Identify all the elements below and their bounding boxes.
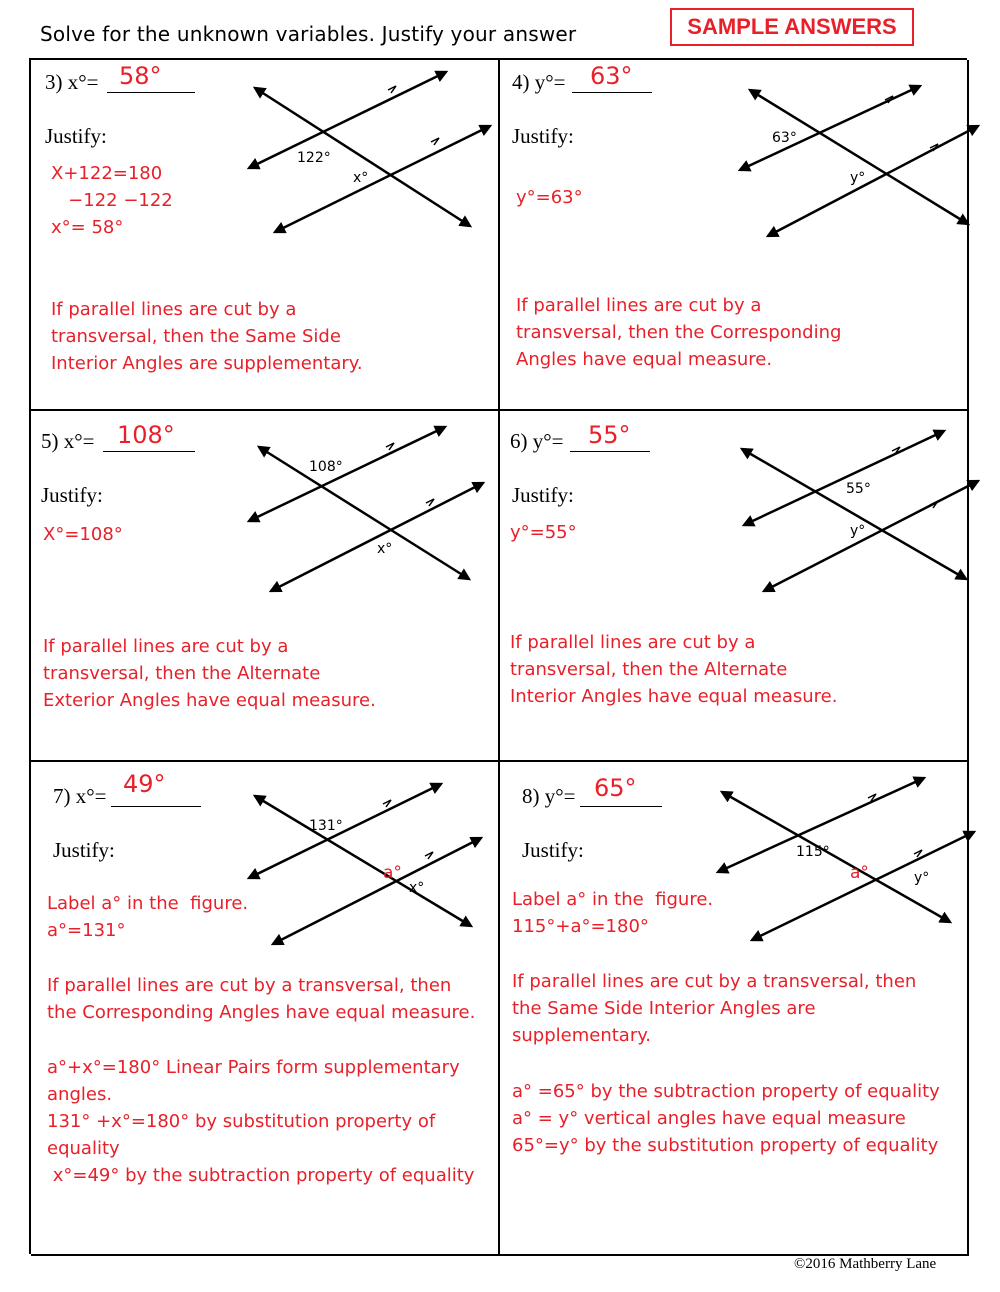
work-line: Label a° in the figure. [47,893,249,914]
reason-line: the Corresponding Angles have equal measure. [47,1002,476,1023]
justify-label: Justify: [41,483,103,507]
justify-label: Justify: [45,124,107,148]
problem-label: 8) y°= [522,784,576,808]
extra-line: a° = y° vertical angles have equal measure [512,1108,906,1129]
angle-label-x: x° [409,880,425,896]
reason-line: If parallel lines are cut by a transversal, then [47,975,452,996]
extra-line: 131° +x°=180° by substitution property of [47,1111,436,1132]
angle-label-1: 55° [846,481,871,497]
work-line: X°=108° [43,524,123,545]
angle-label-a: a° [850,863,869,883]
justify-label: Justify: [512,124,574,148]
reason-line: If parallel lines are cut by a [516,295,762,316]
problem-label: 3) x°= [45,70,99,94]
angle-label-y: y° [850,523,866,539]
parallel-lines-figure [500,411,969,762]
reason-line: transversal, then the Corresponding [516,322,842,343]
extra-line: angles. [47,1084,113,1105]
justify-label: Justify: [53,838,115,862]
work-line: 115°+a°=180° [512,916,649,937]
problem-grid [29,58,967,1254]
work-line: −122 −122 [51,190,173,211]
reason-line: Exterior Angles have equal measure. [43,690,376,711]
reason-line: the Same Side Interior Angles are [512,998,816,1019]
reason-line: Angles have equal measure. [516,349,773,370]
work-line: y°=63° [516,187,583,208]
reason-line: supplementary. [512,1025,652,1046]
problem-6 [500,411,969,762]
angle-label-x: x° [377,541,393,557]
problem-label: 6) y°= [510,429,564,453]
extra-line: a° =65° by the subtraction property of equality [512,1081,940,1102]
reason-line: Interior Angles have equal measure. [510,686,838,707]
answer-value: 65° [594,774,637,802]
reason-line: If parallel lines are cut by a [510,632,756,653]
angle-label-1: 63° [772,130,797,146]
answer-value: 55° [588,421,631,449]
work-line: x°= 58° [51,217,124,238]
reason-line: transversal, then the Alternate [510,659,788,680]
parallel-lines-figure [31,411,500,762]
reason-line: transversal, then the Alternate [43,663,321,684]
answer-value: 63° [590,62,633,90]
problem-7 [31,762,500,1256]
answer-value: 58° [119,62,162,90]
extra-line: x°=49° by the subtraction property of equality [47,1165,475,1186]
problem-3 [31,60,500,411]
justify-label: Justify: [522,838,584,862]
work-line: Label a° in the figure. [512,889,714,910]
problem-8 [500,762,969,1256]
problem-label: 5) x°= [41,429,95,453]
angle-label-x: x° [353,170,369,186]
angle-label-y: y° [914,870,930,886]
problem-4 [500,60,969,411]
extra-line: a°+x°=180° Linear Pairs form supplementary [47,1057,460,1078]
work-line: y°=55° [510,522,577,543]
work-line: X+122=180 [51,163,163,184]
parallel-lines-figure [31,60,500,411]
reason-line: Interior Angles are supplementary. [51,353,363,374]
angle-label-1: 108° [309,459,343,475]
problem-5 [31,411,500,762]
copyright: ©2016 Mathberry Lane [794,1256,937,1272]
reason-line: If parallel lines are cut by a [43,636,289,657]
work-line: a°=131° [47,920,126,941]
answer-value: 108° [117,421,175,449]
sample-answers-badge: SAMPLE ANSWERS [670,8,914,46]
angle-label-1: 115° [796,844,830,860]
justify-label: Justify: [512,483,574,507]
parallel-lines-figure [31,762,500,1256]
problem-label: 4) y°= [512,70,566,94]
parallel-lines-figure [500,60,969,411]
parallel-lines-figure [500,762,969,1256]
reason-line: If parallel lines are cut by a [51,299,297,320]
reason-line: If parallel lines are cut by a transversal, then [512,971,917,992]
problem-label: 7) x°= [53,784,107,808]
angle-label-1: 131° [309,818,343,834]
answer-value: 49° [123,770,166,798]
instructions: Solve for the unknown variables. Justify your answer [40,22,577,46]
reason-line: transversal, then the Same Side [51,326,341,347]
extra-line: 65°=y° by the substitution property of equality [512,1135,939,1156]
angle-label-y: y° [850,170,866,186]
angle-label-a: a° [383,863,402,883]
extra-line: equality [47,1138,120,1159]
angle-label-1: 122° [297,150,331,166]
